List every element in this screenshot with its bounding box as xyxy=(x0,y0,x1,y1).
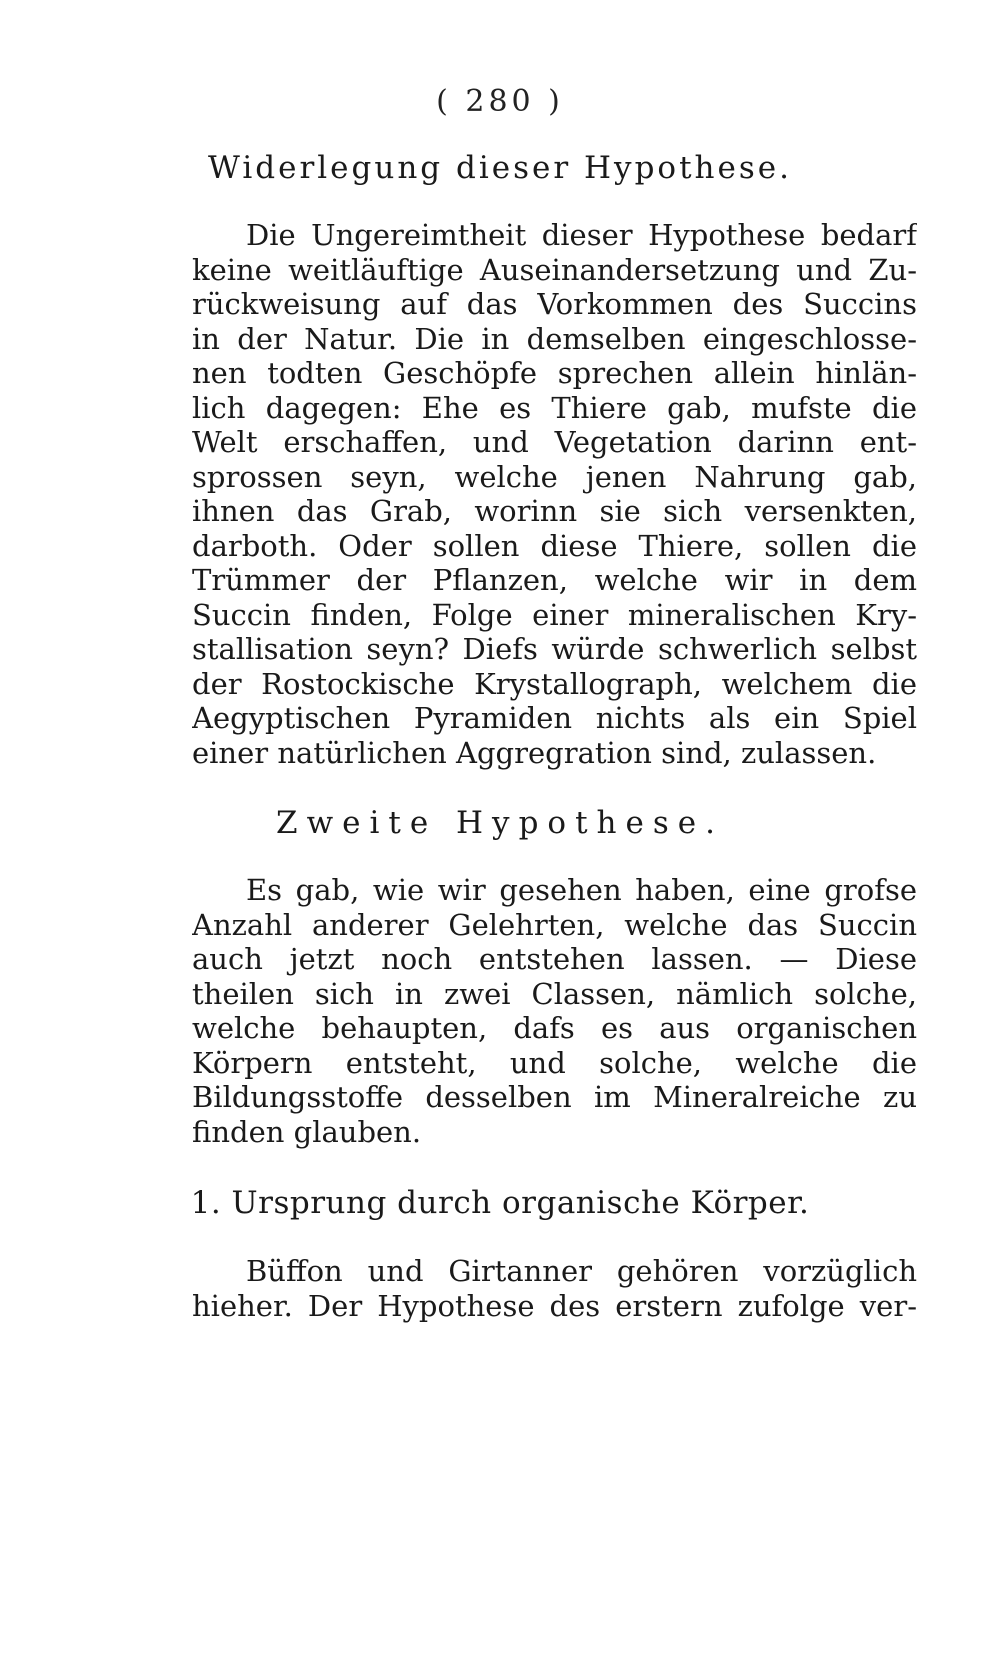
paragraph-organic-origin xyxy=(192,1254,917,1323)
text-line: hieher. Der Hypothese des erstern zufolge ver- xyxy=(192,1288,917,1323)
text-line: stallisation seyn? Diefs würde schwerlich selbst xyxy=(192,632,917,666)
section-heading-organic-origin: 1. Ursprung durch organische Körper. xyxy=(190,1185,810,1221)
text-line: ihnen das Grab, worinn sie sich versenkten, xyxy=(192,494,917,528)
page-number: ( 280 ) xyxy=(436,84,564,119)
text-line: Aegyptischen Pyramiden nichts als ein Spiel xyxy=(192,701,917,735)
text-line: theilen sich in zwei Classen, nämlich solche, xyxy=(192,976,917,1011)
text-line: finden glauben. xyxy=(192,1114,422,1149)
text-line: Die Ungereimtheit dieser Hypothese bedarf xyxy=(246,218,917,252)
text-line: Körpern entsteht, und solche, welche die xyxy=(192,1045,917,1080)
paragraph-second-hypothesis xyxy=(192,873,917,1149)
text-line: darboth. Oder sollen diese Thiere, sollen die xyxy=(192,528,917,563)
text-line: rückweisung auf das Vorkommen des Succins xyxy=(192,287,917,321)
text-line: Welt erschaffen, und Vegetation darinn ent- xyxy=(192,425,917,459)
text-line: in der Natur. Die in demselben eingeschlosse- xyxy=(192,321,917,356)
text-line: sprossen seyn, welche jenen Nahrung gab, xyxy=(192,459,917,494)
section-heading-refutation: Widerlegung dieser Hypothese. xyxy=(208,150,792,186)
text-line: keine weitläuftige Auseinandersetzung und Zu- xyxy=(192,252,917,287)
text-line: lich dagegen: Ehe es Thiere gab, mufste die xyxy=(192,390,917,425)
text-line: Succin finden, Folge einer mineralischen Kry- xyxy=(192,597,917,632)
text-line: einer natürlichen Aggregration sind, zulassen. xyxy=(192,735,877,770)
text-line: der Rostockische Krystallograph, welchem die xyxy=(192,666,917,701)
text-line: Büffon und Girtanner gehören vorzüglich xyxy=(246,1254,917,1288)
text-line: nen todten Geschöpfe sprechen allein hinlän- xyxy=(192,356,917,390)
section-heading-second-hypothesis: Zweite Hypothese. xyxy=(276,805,724,841)
text-line: Trümmer der Pflanzen, welche wir in dem xyxy=(192,563,917,597)
paragraph-refutation xyxy=(192,218,917,770)
text-line: Anzahl anderer Gelehrten, welche das Succin xyxy=(192,907,917,942)
text-line: Bildungsstoffe desselben im Mineralreiche zu xyxy=(192,1080,917,1114)
text-line: Es gab, wie wir gesehen haben, eine grofse xyxy=(246,873,917,907)
text-line: auch jetzt noch entstehen lassen. — Diese xyxy=(192,942,917,976)
text-line: welche behaupten, dafs es aus organischen xyxy=(192,1011,917,1045)
